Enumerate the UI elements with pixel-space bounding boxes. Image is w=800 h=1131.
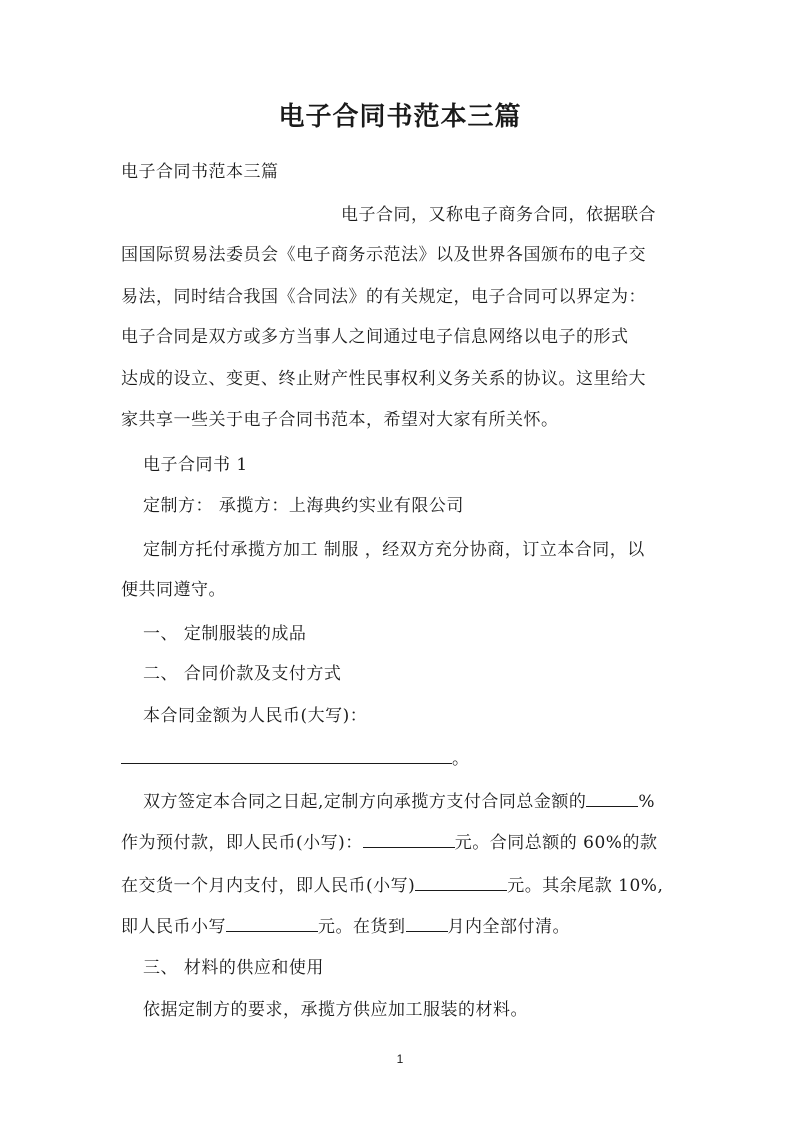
intro-line-4: 电子合同是双方或多方当事人之间通过电子信息网络以电子的形式 [121, 327, 629, 347]
page-number: 1 [396, 1052, 404, 1066]
payment-percent-blank [586, 788, 638, 807]
payment-line-4-end: 月内全部付清。 [447, 917, 570, 937]
prepay-amount-blank [363, 829, 455, 848]
payment-line-3-end: 元。其余尾款 10%, [507, 876, 664, 896]
section-3-heading: 三、 材料的供应和使用 [143, 958, 324, 978]
payment-line-3 [121, 872, 663, 898]
contract-heading: 电子合同书 1 [143, 455, 248, 475]
page-title: 电子合同书范本三篇 [278, 102, 522, 132]
payment-line-2-text: 作为预付款，即人民币(小写)： [121, 833, 363, 853]
payment-line-2-end: 元。合同总额的 60%的款 [454, 833, 658, 853]
amount-line-end: 。 [452, 749, 470, 769]
payment-line-1-end: % [638, 792, 656, 812]
purpose-line-2: 便共同遵守。 [121, 580, 226, 600]
months-blank [406, 913, 448, 932]
payment-line-3-text: 在交货一个月内支付，即人民币(小写) [121, 876, 416, 896]
amount-label: 本合同金额为人民币(大写)： [143, 706, 368, 726]
intro-line-6: 家共享一些关于电子合同书范本，希望对大家有所关怀。 [121, 410, 559, 430]
delivery-amount-blank [415, 872, 507, 891]
intro-line-1: 电子合同，又称电子商务合同，依据联合 [341, 205, 656, 225]
payment-line-4-mid: 元。在货到 [318, 917, 406, 937]
payment-line-1-text: 双方签定本合同之日起,定制方向承揽方支付合同总金额的 [143, 792, 587, 812]
intro-line-3: 易法，同时结合我国《合同法》的有关规定，电子合同可以界定为： [121, 287, 646, 307]
materials-text: 依据定制方的要求，承揽方供应加工服装的材料。 [143, 1000, 528, 1020]
payment-line-4 [121, 913, 570, 939]
payment-line-1 [143, 788, 655, 814]
payment-line-4-text: 即人民币小写 [121, 917, 226, 937]
section-1-heading: 一、 定制服装的成品 [143, 624, 307, 644]
section-2-heading: 二、 合同价款及支付方式 [143, 664, 342, 684]
intro-line-2: 国国际贸易法委员会《电子商务示范法》以及世界各国颁布的电子交 [121, 245, 646, 265]
payment-line-2 [121, 829, 657, 855]
balance-amount-blank [226, 913, 318, 932]
amount-line [121, 745, 470, 771]
document-subtitle: 电子合同书范本三篇 [121, 162, 279, 182]
contract-parties: 定制方： 承揽方：上海典约实业有限公司 [143, 496, 464, 516]
purpose-line-1: 定制方托付承揽方加工 制服 ，经双方充分协商，订立本合同，以 [143, 540, 645, 560]
intro-line-5: 达成的设立、变更、终止财产性民事权利义务关系的协议。这里给大 [121, 369, 646, 389]
amount-blank [121, 745, 452, 764]
